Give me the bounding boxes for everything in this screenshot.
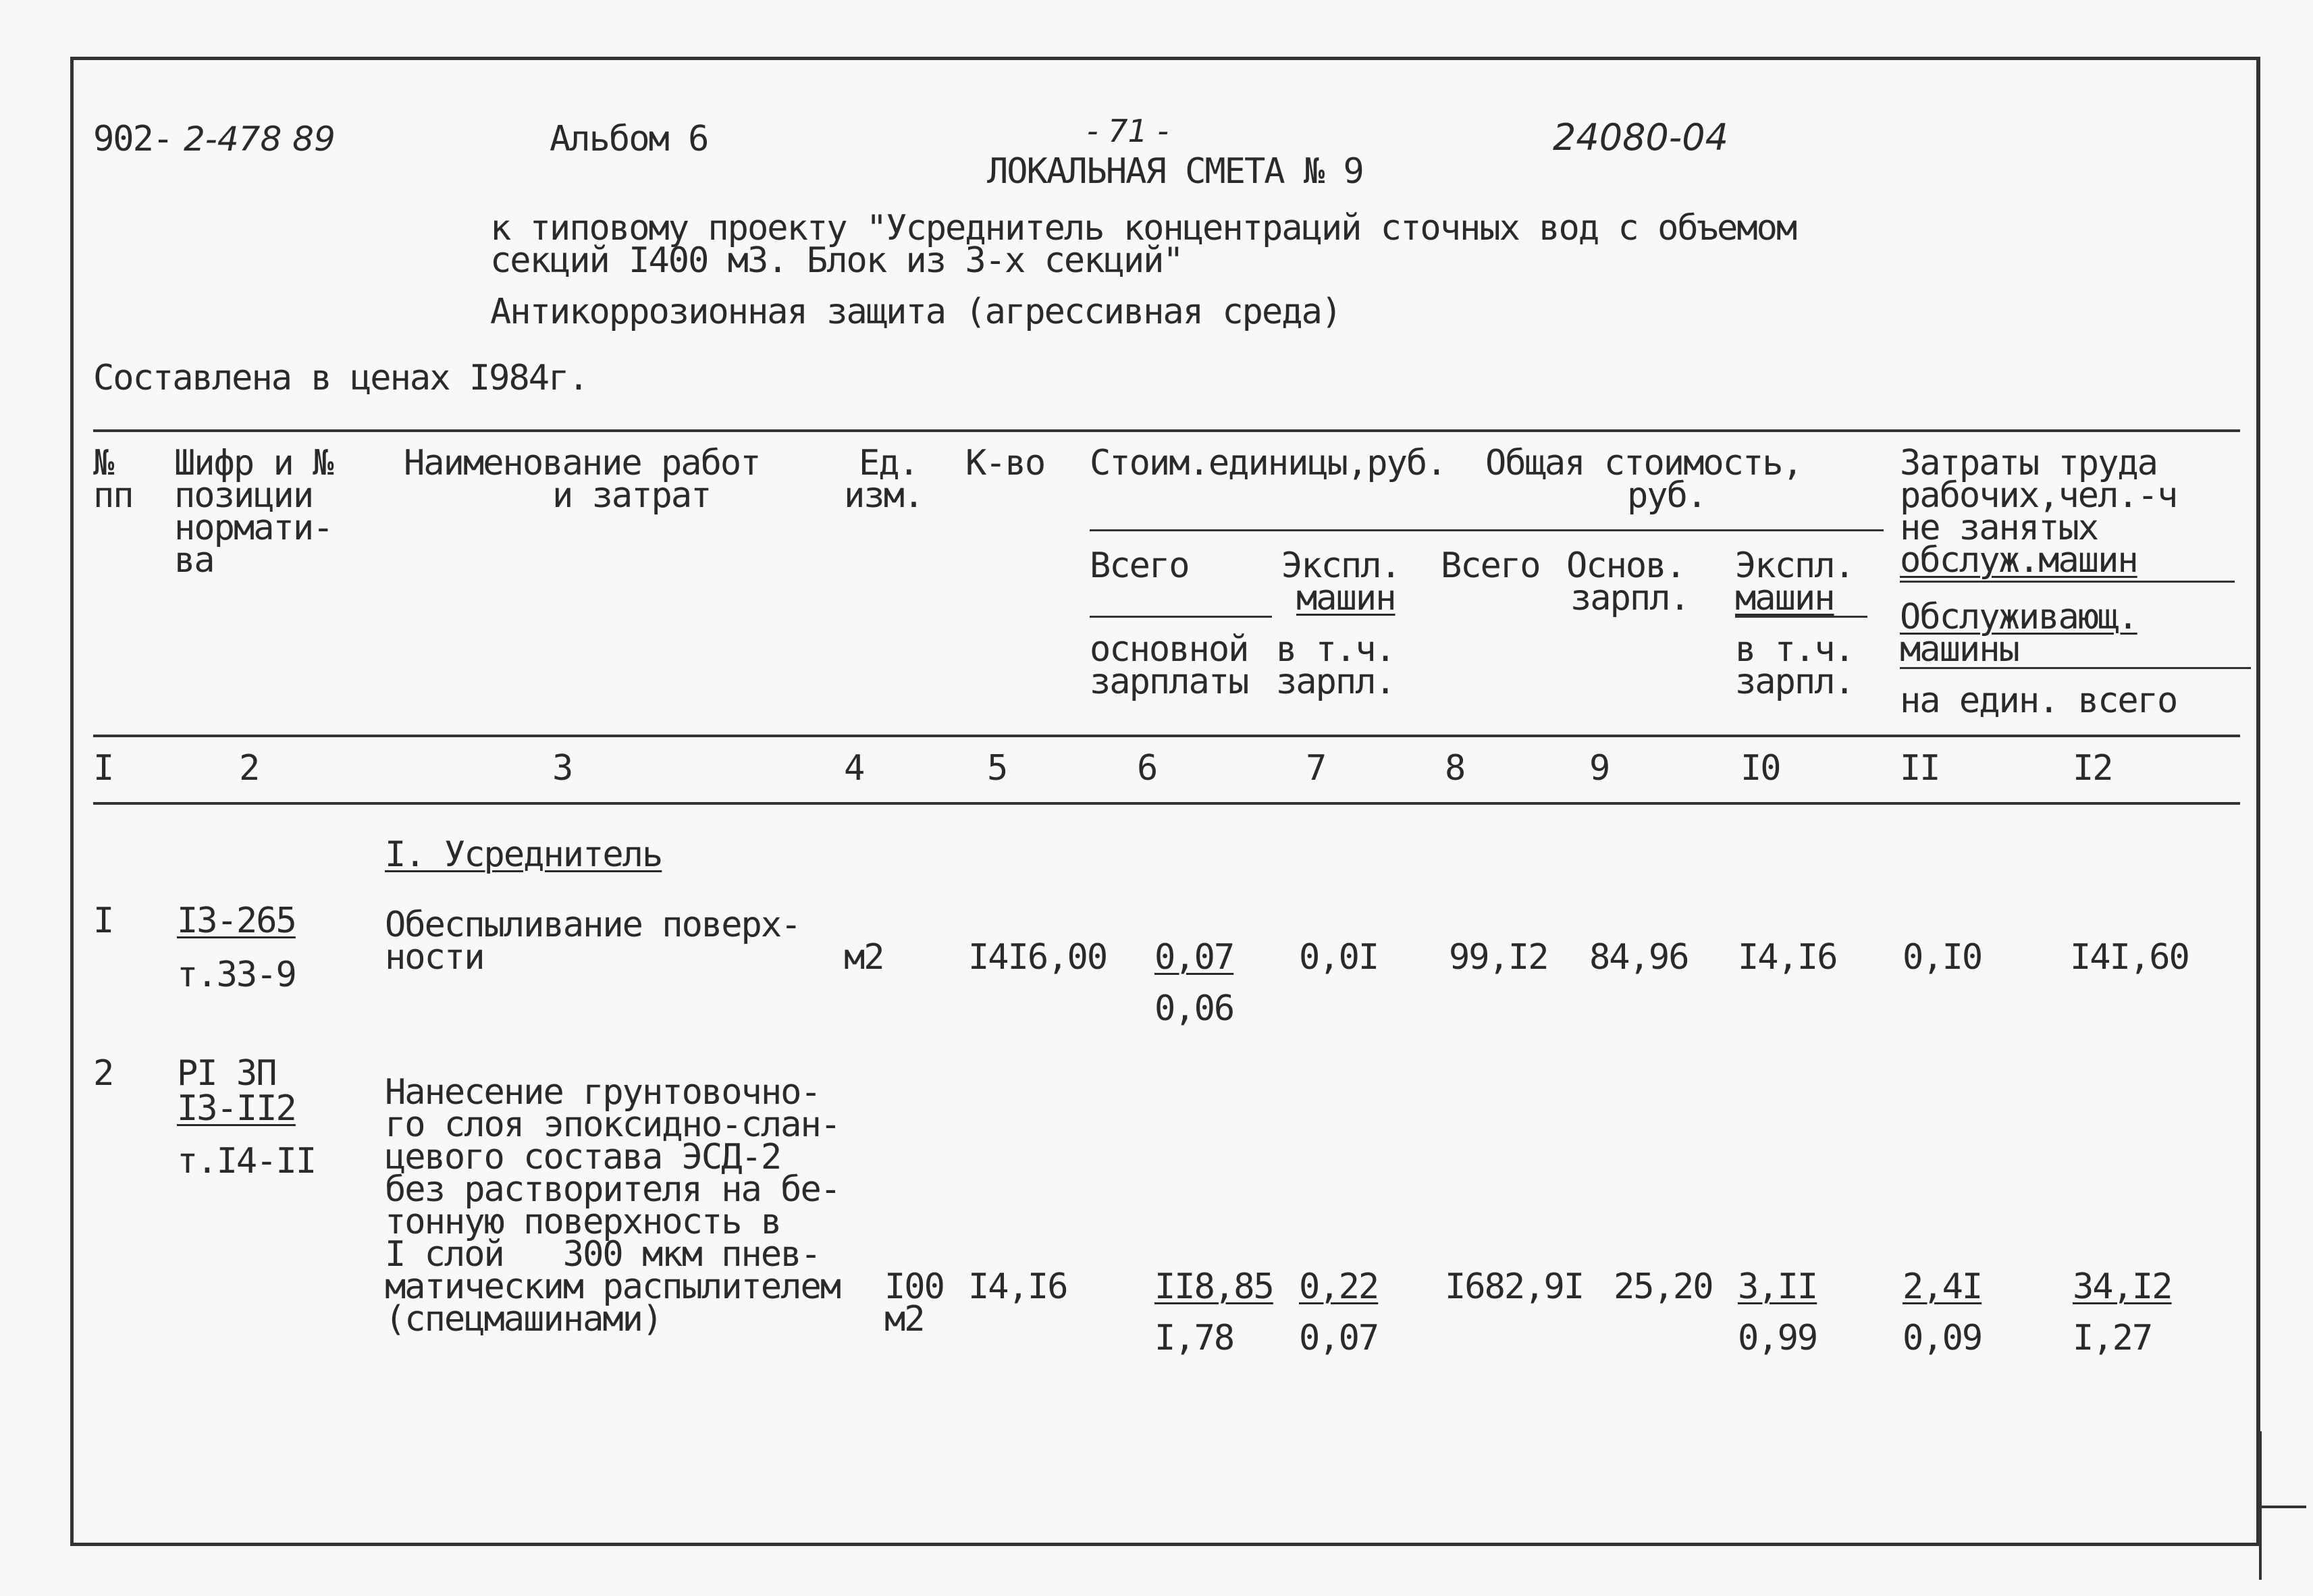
column-number-1: I [93,748,113,789]
row2-unit-line2: м2 [884,1299,924,1339]
column-number-10: I0 [1740,748,1780,789]
header-col7-line4: зарпл. [1276,662,1395,702]
album-label: Альбом 6 [550,119,708,159]
row1-labor-per-unit: 0,I0 [1903,937,1982,978]
header-col10-line3: в т.ч. [1735,629,1854,670]
document-title: ЛОКАЛЬНАЯ СМЕТА № 9 [987,151,1363,192]
header-col7-line1: Экспл. [1281,546,1400,586]
header-col5: К-во [965,443,1045,483]
row2-service-per-unit: 0,09 [1903,1318,1982,1358]
header-labor-line2: рабочих,чел.-ч [1900,475,2177,516]
header-col10-line2: машин [1735,578,1834,618]
section-title: I. Усреднитель [385,834,662,875]
header-col2-line3: нормати- [174,508,333,548]
header-col3-line1: Наименование работ [404,443,760,483]
header-col10-line1: Экспл. [1735,546,1854,586]
row2-unit-cost-wage: I,78 [1154,1318,1234,1358]
row1-base-wage: 84,96 [1589,937,1689,978]
header-labor-service-line1: Обслуживающ. [1900,597,2137,637]
row2-labor-total: 34,I2 [2073,1267,2172,1307]
header-col2-line2: позиции [174,475,313,516]
subtitle-line-2: секций I400 м3. Блок из 3-х секций" [490,240,1183,281]
row1-total: 99,I2 [1449,937,1548,978]
row1-unit-cost-wage: 0,06 [1154,988,1234,1029]
column-number-6: 6 [1137,748,1157,789]
row2-name-line5: тонную поверхность в [385,1202,781,1242]
header-col4-line1: Ед. [859,443,918,483]
row1-labor-total: I4I,60 [2070,937,2189,978]
document-number: 24080-04 [1553,116,1728,159]
column-number-3: 3 [552,748,573,789]
column-number-7: 7 [1306,748,1326,789]
subtitle-line-1: к типовому проекту "Усреднитель концентраций сточных вод с объемом [490,208,1797,248]
row2-name-line3: цевого состава ЭСД-2 [385,1137,781,1177]
row2-code-prefix: PI ЗП [177,1053,276,1094]
header-labor-line1: Затраты труда [1900,443,2157,483]
row1-name-line1: Обеспыливание поверх- [385,905,801,945]
row2-name-line2: го слоя эпоксидно-слан- [385,1105,841,1145]
row1-number: I [93,901,113,941]
row2-number: 2 [93,1053,113,1094]
row2-name-line7: матическим распылителем [385,1267,841,1307]
row2-machine-cost: 0,22 [1299,1267,1379,1307]
header-col7-line3: в т.ч. [1276,629,1395,670]
column-numbers-bottom-rule [93,802,2240,805]
row2-name-line4: без растворителя на бе- [385,1169,841,1210]
header-col8: Всего [1441,546,1540,586]
header-col4-line2: изм. [844,475,924,516]
row1-machine-cost: 0,0I [1299,937,1379,978]
header-col9-line2: зарпл. [1570,578,1689,618]
header-labor-units: на един. всего [1900,681,2177,721]
header-col1-line1: № [93,443,113,483]
cost-group-rule [1090,529,1884,531]
header-col6-line1: Всего [1090,546,1189,586]
row2-machine-wage: 0,07 [1299,1318,1379,1358]
column-number-2: 2 [239,748,259,789]
header-col10-line4: зарпл. [1735,662,1854,702]
prices-note: Составлена в ценах I984г. [93,358,588,398]
row2-name-line8: (спецмашинами) [385,1299,662,1339]
column-number-4: 4 [844,748,864,789]
row1-code: I3-265 [177,901,296,941]
row1-table-ref: т.33-9 [177,955,296,995]
header-col6-line2: основной [1090,629,1248,670]
column-number-8: 8 [1445,748,1465,789]
row2-machine-total: 3,II [1738,1267,1817,1307]
column-number-12: I2 [2073,748,2112,789]
row2-service-total: I,27 [2073,1318,2152,1358]
subtitle-line-3: Антикоррозионная защита (агрессивная среда) [490,292,1341,332]
header-labor-line3: не занятых [1900,508,2098,548]
col6-inner-rule [1090,616,1272,618]
row1-unit: м2 [844,937,884,978]
header-col3-line2: и затрат [552,475,711,516]
column-number-5: 5 [987,748,1007,789]
header-col7-line2: машин [1296,578,1395,618]
row1-quantity: I4I6,00 [968,937,1107,978]
header-labor-line4: обслуж.машин [1900,540,2137,581]
page-number: - 71 - [1087,113,1169,149]
row1-name-line2: ности [385,937,484,978]
row2-labor-per-unit: 2,4I [1903,1267,1982,1307]
row2-total: I682,9I [1445,1267,1584,1307]
row1-machine-total: I4,I6 [1738,937,1837,978]
header-col9-line1: Основ. [1566,546,1685,586]
labor-rule-1 [1900,581,2235,583]
row1-unit-cost-total: 0,07 [1154,937,1234,978]
project-code-prefix: 902- [93,119,173,159]
header-col1-line2: пп [93,475,133,516]
row2-unit-cost-total: II8,85 [1154,1267,1273,1307]
header-col6-line3: зарплаты [1090,662,1248,702]
row2-code: I3-II2 [177,1088,296,1129]
header-labor-service-line2: машины [1900,629,2019,670]
right-edge-mark-horizontal [2259,1506,2306,1508]
header-total-cost-line1: Общая стоимость, [1485,443,1802,483]
row2-name-line1: Нанесение грунтовочно- [385,1072,820,1113]
header-total-cost-line2: руб. [1627,475,1707,516]
header-unit-cost: Стоим.единицы,руб. [1090,443,1446,483]
table-top-rule [93,429,2240,432]
row2-machine-total-wage: 0,99 [1738,1318,1817,1358]
row2-name-line6: I слой 300 мкм пнев- [385,1234,820,1275]
column-number-11: II [1900,748,1940,789]
row2-unit-line1: I00 [884,1267,944,1307]
header-col2-line1: Шифр и № [174,443,333,483]
table-header-bottom-rule [93,735,2240,737]
row2-quantity: I4,I6 [968,1267,1067,1307]
row2-base-wage: 25,20 [1614,1267,1713,1307]
column-number-9: 9 [1589,748,1610,789]
project-code-handwritten: 2-478 89 [184,119,336,159]
row2-table-ref: т.I4-II [177,1141,316,1181]
header-col2-line4: ва [174,540,214,581]
